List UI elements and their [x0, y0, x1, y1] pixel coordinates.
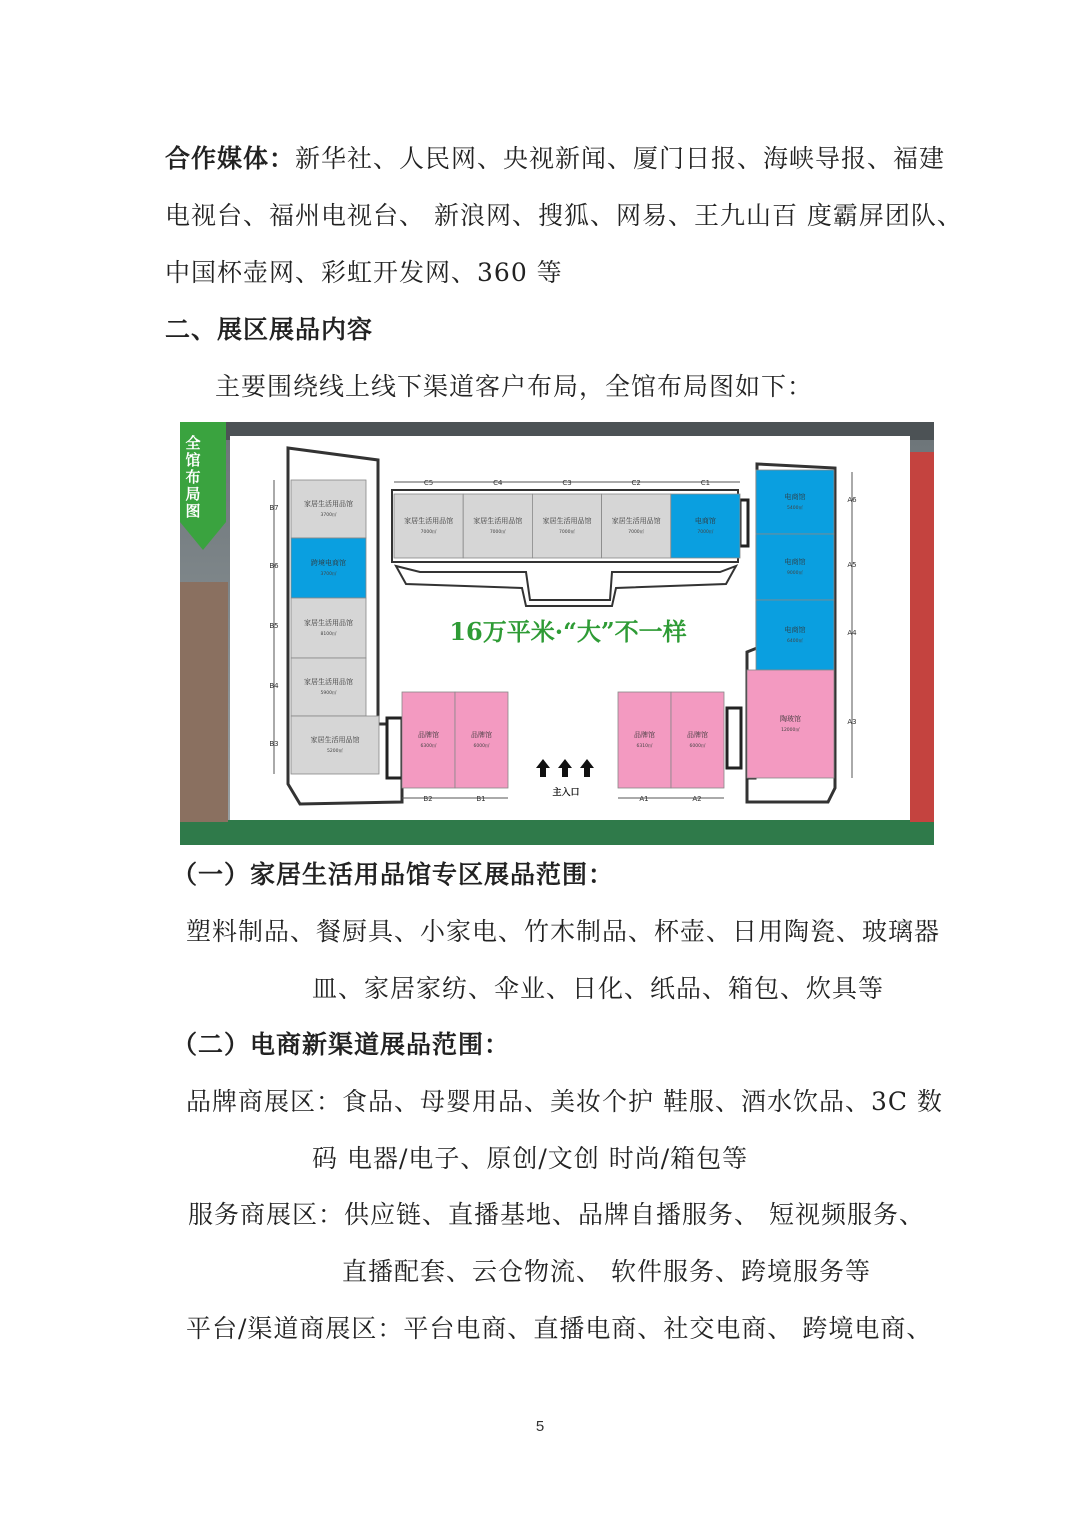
- side-tag-char: 馆: [185, 451, 201, 469]
- booth-rect: [756, 534, 834, 600]
- booth-right-0: [756, 470, 834, 534]
- floor-carpet: [180, 820, 934, 845]
- booth-right-2: [756, 600, 834, 670]
- booth-rect: [463, 494, 532, 558]
- dim-label-left-4: B3: [269, 740, 279, 748]
- floor-plan-figure: [180, 422, 934, 845]
- left-booth-photo: [180, 582, 228, 822]
- booth-top-1: [463, 494, 532, 558]
- side-tag-char: 全: [185, 434, 201, 452]
- ecom-heading: （二）电商新渠道展品范围：: [172, 1030, 511, 1059]
- booth-rect: [618, 692, 671, 788]
- media-line-2: 电视台、福州电视台、 新浪网、搜狐、网易、王九山百 度霸屏团队、: [165, 201, 963, 230]
- platform-line-1: 平台/渠道商展区：平台电商、直播电商、社交电商、 跨境电商、: [186, 1314, 933, 1343]
- brand-line-1: 品牌商展区：食品、母婴用品、美妆个护 鞋服、酒水饮品、3C 数: [186, 1087, 943, 1116]
- booth-rect: [394, 494, 463, 558]
- dim-label-br-1: A2: [692, 795, 702, 803]
- booth-area: 8100㎡: [320, 632, 337, 637]
- booth-rect: [402, 692, 455, 788]
- booth-area: 3700㎡: [320, 513, 337, 518]
- booth-rect: [455, 692, 508, 788]
- booth-name: 品牌馆: [634, 731, 655, 739]
- dim-label-bl-0: B2: [423, 795, 433, 803]
- booth-area: 3700㎡: [320, 572, 337, 577]
- dim-label-left-0: B7: [269, 504, 279, 512]
- door-top-right: [740, 500, 748, 546]
- media-line-1: [165, 142, 945, 176]
- dim-label-right-0: A6: [847, 496, 857, 504]
- dim-label-top-0: C5: [423, 479, 434, 487]
- booth-area: 7000㎡: [697, 530, 714, 535]
- booth-name: 品牌馆: [471, 731, 492, 739]
- booth-area: 12000㎡: [781, 728, 800, 733]
- dim-label-left-3: B4: [269, 682, 279, 690]
- booth-area: 7000㎡: [628, 530, 645, 535]
- dim-label-right-1: A5: [847, 561, 857, 569]
- booth-right-1: [756, 534, 834, 600]
- booth-area: 7000㎡: [489, 530, 506, 535]
- booth-rect: [671, 494, 740, 558]
- side-tag-char: 局: [185, 485, 201, 503]
- booth-rect: [291, 658, 366, 716]
- booth-area: 6000㎡: [473, 744, 490, 749]
- right-booth-photo: [910, 452, 934, 822]
- side-tag-char: 布: [185, 468, 201, 486]
- booth-name: 家居生活用品馆: [304, 500, 353, 508]
- home-line-2: 皿、家居家纺、伞业、日化、纸品、箱包、炊具等: [312, 974, 885, 1003]
- booth-name: 家居生活用品馆: [404, 517, 454, 525]
- dim-label-top-3: C2: [631, 479, 641, 487]
- floor-plan-svg: [180, 422, 934, 845]
- booth-name: 陶玻馆: [780, 715, 801, 723]
- booth-left-2: [291, 598, 366, 658]
- booth-name: 家居生活用品馆: [304, 678, 353, 686]
- dim-label-right-3: A3: [847, 718, 857, 726]
- booth-name: 电商馆: [784, 558, 806, 566]
- booth-area: 7000㎡: [420, 530, 437, 535]
- dim-label-left-2: B5: [269, 622, 279, 630]
- booth-bl-1: [455, 692, 508, 788]
- booth-rect: [756, 600, 834, 670]
- booth-name: 电商馆: [784, 493, 806, 501]
- booth-area: 5200㎡: [327, 749, 343, 754]
- booth-area: 6000㎡: [689, 744, 706, 749]
- booth-rect: [291, 538, 366, 598]
- booth-area: 9000㎡: [787, 571, 803, 576]
- dim-label-left-1: B6: [269, 562, 279, 570]
- booth-name: 电商馆: [784, 626, 806, 634]
- service-line-2: 直播配套、云仓物流、 软件服务、跨境服务等: [342, 1257, 871, 1286]
- booth-name: 家居生活用品馆: [611, 517, 661, 525]
- dim-label-top-2: C3: [562, 479, 572, 487]
- booth-top-2: [532, 494, 601, 558]
- booth-right-3: [747, 670, 834, 778]
- booth-name: 家居生活用品馆: [304, 619, 353, 627]
- booth-area: 6310㎡: [636, 744, 653, 749]
- booth-rect: [671, 692, 724, 788]
- booth-left-0: [291, 480, 366, 538]
- booth-name: 品牌馆: [687, 731, 708, 739]
- booth-rect: [756, 470, 834, 534]
- home-heading: （一）家居生活用品馆专区展品范围：: [172, 860, 615, 889]
- dim-label-top-4: C1: [700, 479, 711, 487]
- booth-top-4: [671, 494, 740, 558]
- service-line-1: 服务商展区：供应链、直播基地、品牌自播服务、 短视频服务、: [188, 1200, 925, 1229]
- plan-slogan: 16万平米·“大”不一样: [449, 617, 687, 646]
- booth-name: 家居生活用品馆: [310, 736, 360, 744]
- home-line-1: 塑料制品、餐厨具、小家电、竹木制品、杯壶、日用陶瓷、玻璃器: [186, 917, 941, 946]
- booth-name: 电商馆: [694, 517, 716, 525]
- booth-br-0: [618, 692, 671, 788]
- media-line-3: 中国杯壶网、彩虹开发网、360 等: [165, 258, 563, 287]
- booth-top-0: [394, 494, 463, 558]
- dim-label-br-0: A1: [639, 795, 649, 803]
- booth-name: 家居生活用品馆: [473, 517, 523, 525]
- booth-br-1: [671, 692, 724, 788]
- booth-rect: [291, 716, 379, 774]
- booth-name: 家居生活用品馆: [542, 517, 592, 525]
- booth-rect: [532, 494, 601, 558]
- booth-area: 7000㎡: [559, 530, 575, 535]
- booth-area: 5400㎡: [787, 506, 803, 511]
- booth-rect: [747, 670, 834, 778]
- booth-rect: [291, 480, 366, 538]
- booth-area: 6400㎡: [787, 639, 803, 644]
- entrance-label: 主入口: [552, 788, 580, 798]
- dim-label-top-1: C4: [493, 479, 503, 487]
- media-text-1: 新华社、人民网、央视新闻、厦门日报、海峡导报、福建: [295, 144, 946, 173]
- page-number: 5: [535, 1418, 545, 1435]
- booth-area: 5900㎡: [320, 691, 337, 696]
- booth-bl-0: [402, 692, 455, 788]
- booth-name: 跨境电商馆: [311, 559, 346, 567]
- booth-name: 品牌馆: [418, 731, 439, 739]
- brand-line-2: 码 电器/电子、原创/文创 时尚/箱包等: [312, 1144, 749, 1173]
- booth-left-3: [291, 658, 366, 716]
- booth-left-4: [291, 716, 379, 774]
- door-left: [387, 718, 402, 778]
- section-2-heading: 二、展区展品内容: [165, 315, 374, 344]
- dim-label-bl-1: B1: [476, 795, 486, 803]
- booth-left-1: [291, 538, 366, 598]
- booth-top-3: [602, 494, 671, 558]
- media-label: 合作媒体：: [165, 144, 296, 173]
- door-right: [727, 708, 741, 768]
- booth-rect: [291, 598, 366, 658]
- booth-area: 6300㎡: [420, 744, 437, 749]
- entrance-arrows: [536, 759, 594, 777]
- section-2-intro: 主要围绕线上线下渠道客户布局，全馆布局图如下：: [215, 372, 814, 401]
- booth-rect: [602, 494, 671, 558]
- side-tag-char: 图: [185, 502, 201, 520]
- dim-label-right-2: A4: [847, 629, 857, 637]
